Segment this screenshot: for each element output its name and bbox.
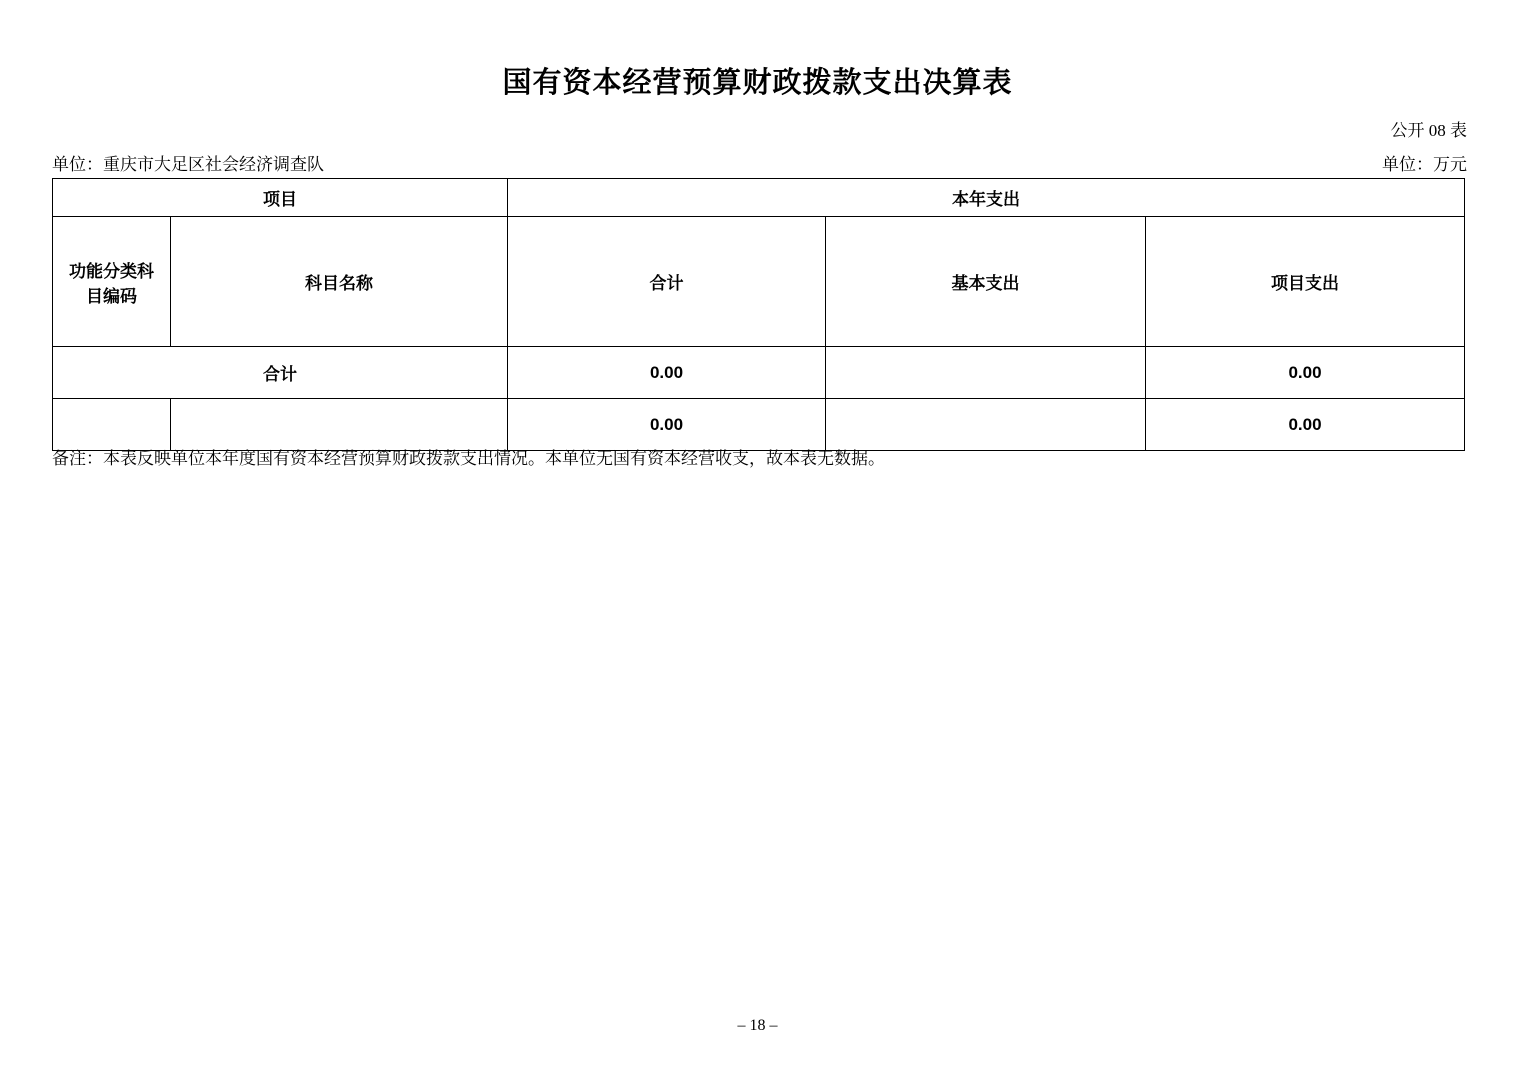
header-col-function-code: 功能分类科目编码 [53, 217, 171, 347]
header-item-group: 项目 [53, 179, 508, 217]
meta-row [52, 150, 1467, 172]
page-title: 国有资本经营预算财政拨款支出决算表 [502, 67, 1013, 99]
row-1-basic [826, 399, 1146, 451]
row-0-total: 0.00 [508, 347, 826, 399]
table-row [53, 399, 1465, 451]
page-number: – 18 – [737, 1017, 778, 1034]
form-code-label: 公开 08 表 [1390, 121, 1467, 140]
header-col-basic-expenditure: 基本支出 [826, 217, 1146, 347]
table-note: 备注：本表反映单位本年度国有资本经营预算财政拨款支出情况。本单位无国有资本经营收支，故本表无数据。 [52, 449, 885, 468]
amount-unit-label: 单位：万元 [1382, 155, 1467, 174]
header-col-project-expenditure: 项目支出 [1146, 217, 1465, 347]
row-1-code [53, 399, 171, 451]
row-0-name: 合计 [53, 347, 508, 399]
row-1-project: 0.00 [1146, 399, 1465, 451]
row-1-name [171, 399, 508, 451]
table-row [53, 347, 1465, 399]
row-0-project: 0.00 [1146, 347, 1465, 399]
row-1-total: 0.00 [508, 399, 826, 451]
expenditure-table [52, 178, 1465, 451]
header-col-subject-name: 科目名称 [171, 217, 508, 347]
header-col-total: 合计 [508, 217, 826, 347]
table-header-group-row [53, 179, 1465, 217]
row-0-basic [826, 347, 1146, 399]
unit-label: 单位：重庆市大足区社会经济调查队 [52, 155, 324, 174]
table-header-row [53, 217, 1465, 347]
header-current-year-group: 本年支出 [508, 179, 1465, 217]
